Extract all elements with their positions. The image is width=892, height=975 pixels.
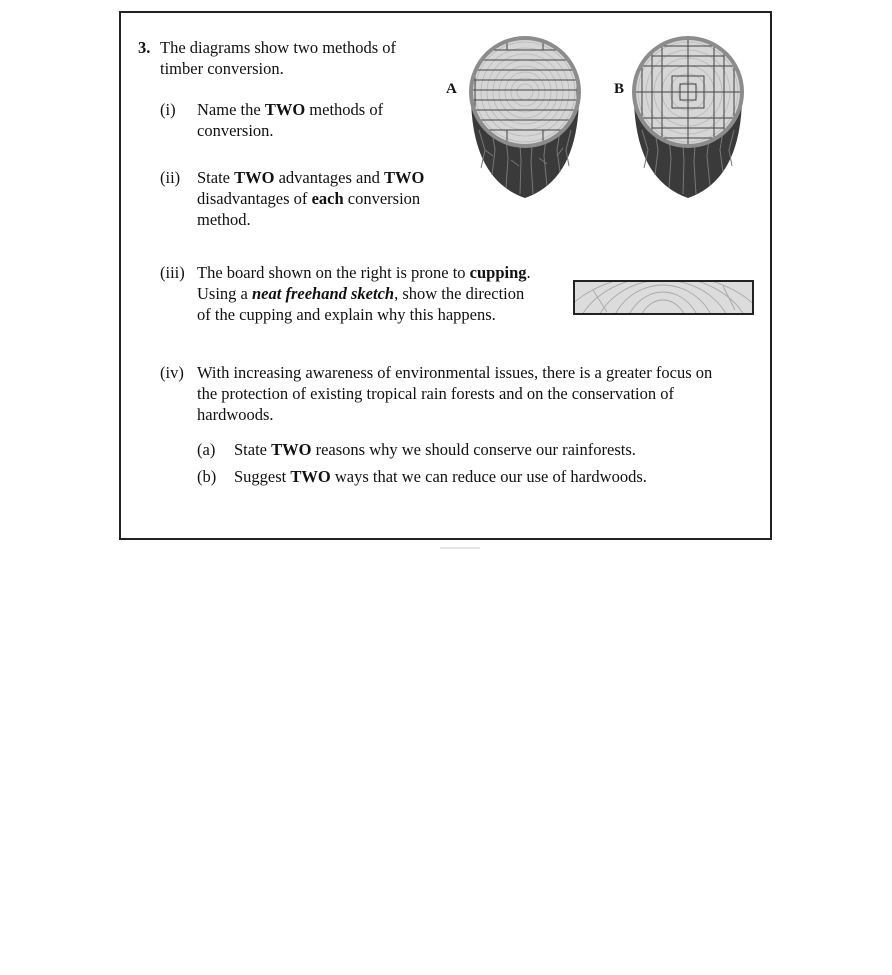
part-iii-line-2: Using a neat freehand sketch, show the direction: [197, 284, 525, 303]
part-i-marker: (i): [160, 100, 176, 119]
intro-line-1: The diagrams show two methods of: [160, 38, 397, 57]
part-ii-line-2: disadvantages of each conversion: [197, 189, 421, 208]
part-iv-line-2: the protection of existing tropical rain forests and on the conservation of: [197, 384, 674, 403]
part-iii-marker: (iii): [160, 263, 185, 282]
part-iii-line-3: of the cupping and explain why this happens.: [197, 305, 496, 324]
part-iii-line-1: The board shown on the right is prone to cupping.: [197, 263, 531, 282]
figure-label-a: A: [446, 81, 457, 97]
part-i-line-1: Name the TWO methods of: [197, 100, 384, 119]
part-iv-line-3: hardwoods.: [197, 405, 274, 424]
part-ii-line-3: method.: [197, 210, 251, 229]
part-ii-line-1: State TWO advantages and TWO: [197, 168, 425, 187]
intro-line-2: timber conversion.: [160, 59, 284, 78]
part-iv-a-text: State TWO reasons why we should conserve our rainforests.: [234, 440, 636, 459]
part-iv-b-text: Suggest TWO ways that we can reduce our use of hardwoods.: [234, 467, 647, 486]
question-number: 3.: [138, 38, 151, 57]
figure-label-b: B: [614, 81, 625, 97]
log-quarter-sawn-cut-icon: [632, 30, 750, 200]
flat-sawn-board-icon: [573, 280, 754, 315]
faint-page-mark: [430, 546, 490, 550]
part-iv-a-marker: (a): [197, 440, 216, 459]
log-through-and-through-cut-icon: [467, 30, 585, 200]
part-iv-line-1: With increasing awareness of environmental issues, there is a greater focus on: [197, 363, 713, 382]
part-iv-marker: (iv): [160, 363, 184, 382]
part-iv-b-marker: (b): [197, 467, 217, 486]
part-ii-marker: (ii): [160, 168, 181, 187]
part-i-line-2: conversion.: [197, 121, 274, 140]
